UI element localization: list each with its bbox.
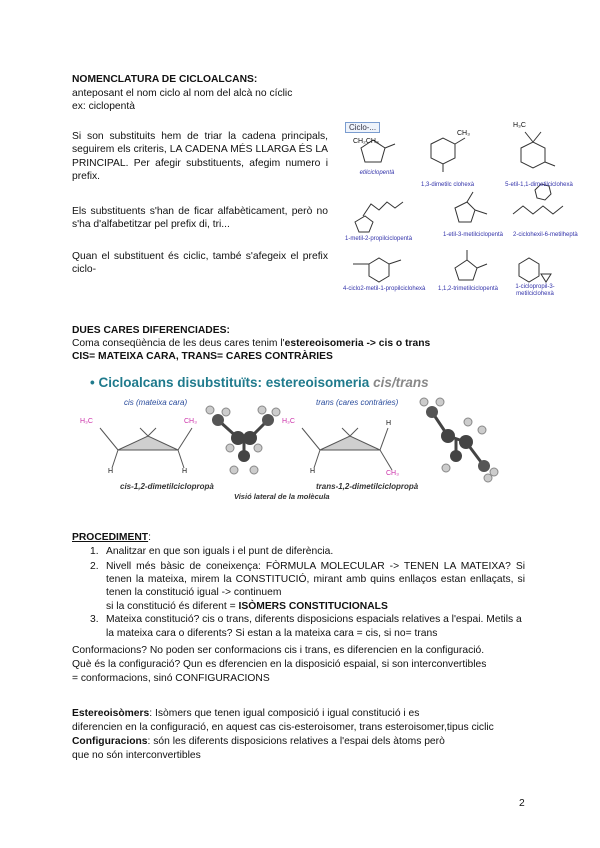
side-view-caption: Visió lateral de la molècula (234, 492, 330, 501)
trans-ch3: CH₃ (386, 470, 399, 477)
cis-h3c: H₃C (80, 418, 93, 425)
cis-trans-definition: CIS= MATEIXA CARA, TRANS= CARES CONTRÀRIES (72, 351, 333, 362)
configurations-definition-2: que no són interconvertibles (72, 750, 201, 761)
intro-line-2: ex: ciclopentà (72, 101, 135, 112)
stereoisomerism-line (72, 338, 430, 351)
procedure-item-2-text: Nivell més bàsic de coneixença: FÒRMULA MOLECULAR -> TENEN LA MATEIXA? Si tenen la mateixa, mirem la CONSTITUCIÓ, mirant amb quins enllaços estan enllaçats, si tenen la constitució igual -> continuem (106, 560, 525, 599)
naming-examples-figure (343, 118, 578, 298)
caption-trimethylcyclopentane: 1,1,2-trimetilciclopentà (437, 286, 499, 292)
constitutional-isomers: ISÒMERS CONSTITUCIONALS (238, 600, 388, 612)
trans-label: trans (cares contràries) (316, 398, 399, 407)
cis-ch3: CH₃ (184, 418, 197, 425)
cyclic-substituent-paragraph: Quan el substituent és ciclic, també s'afegeix el prefix ciclo- (72, 251, 328, 276)
configurations-conclusion: = conformacions, sinó CONFIGURACIONS (72, 673, 270, 684)
figure-title-text: • Cicloalcans disubstituïts: estereoisomeria (90, 375, 374, 390)
ciclo-badge: Ciclo-... (345, 122, 380, 133)
trans-h3c: H₃C (282, 418, 295, 425)
procedure-item-2-extra (106, 600, 525, 613)
procedure-item-3-num: 3. (90, 614, 99, 626)
trans-compound-name: trans-1,2-dimetilciclopropà (316, 482, 419, 491)
procedure-item-1-text: Analitzar en que son iguals i el punt de diferència. (106, 546, 334, 557)
two-faces-heading: DUES CARES DIFERENCIADES: (72, 325, 230, 336)
figure-title-emphasis: cis/trans (373, 375, 429, 390)
caption-ethyldimethylcyclohexane: 5-etil-1,1-dimetilciclohexà (505, 182, 573, 188)
configuration-question: Què és la configuració? Qun es dferencien en la disposició espaial, si son interconvertibles (72, 659, 487, 670)
label-ch3: CH₃ (457, 130, 470, 137)
configurations-definition-1 (72, 736, 445, 749)
intro-line-1: anteposant el nom ciclo al nom del alcà no cíclic (72, 88, 293, 99)
cis-compound-name: cis-1,2-dimetilciclopropà (120, 482, 214, 491)
procedure-item-1-num: 1. (90, 546, 99, 557)
procedure-heading (72, 532, 151, 545)
label-ch2ch3: CH₂CH₃ (353, 138, 379, 145)
cis-h-left: H (108, 468, 114, 475)
procedure-item-3 (84, 613, 525, 640)
page-number: 2 (519, 798, 525, 809)
cis-trans-figure (70, 372, 540, 502)
procedure-item-2 (84, 560, 525, 614)
procedure-colon: : (148, 532, 151, 543)
naming-structures (343, 118, 578, 298)
stereoisomerism-text: Coma conseqüència de les deus cares tenim l' (72, 338, 285, 349)
configurations-term: Configuracions (72, 736, 148, 747)
caption-cyclohexylmethylheptane: 2-ciclohexil-6-metilheptà (513, 232, 578, 238)
conformations-line: Conformacions? No poden ser conformacions cis i trans, es diferencien en la configuració. (72, 645, 485, 656)
procedure-item-3-text: Mateixa constitució? cis o trans, diferents disposicions espacials relatives a l'espai. Metils a la mateixa cara o diferents? Si estan a la mateixa cara = cis, si no= trans (106, 614, 522, 639)
nomenclature-heading: NOMENCLATURA DE CICLOALCANS: (72, 74, 258, 85)
caption-ethylcyclopentane: etilciclopentà (359, 170, 395, 176)
caption-cyclopropylcyclohexane: 4-ciclo2-metil-1-propilciclohexà (343, 286, 426, 292)
caption-dimethylcyclohexane: 1,3-dimetilc clohexà (421, 182, 475, 188)
alphabetical-paragraph: Els substituents s'han de ficar alfabèticament, però no s'ha d'alfabetitzar pel prefix di, tri... (72, 206, 328, 231)
caption-ethylmethylcyclopentane: 1-etil-3-metilciclopentà (443, 232, 504, 238)
caption-methylpropylcyclopentane: 1-metil-2-propilciclopentà (345, 236, 413, 242)
procedure-item-2-num: 2. (90, 560, 99, 572)
trans-h-left: H (310, 468, 316, 475)
cis-label: cis (mateixa cara) (124, 398, 188, 407)
label-h3c: H₃C (513, 122, 526, 129)
configurations-def: : són les diferents disposicions relatives a l'espai dels àtoms però (147, 736, 445, 747)
substituents-paragraph: Si son substituits hem de triar la cadena principals, seguirem els criteris, LA CADENA MÉS LLARGA ÉS LA PRINCIPAL. Per afegir substituents, afegim numero i prefix. (72, 131, 328, 183)
stereoisomerism-bold: estereoisomeria -> cis o trans (284, 338, 431, 349)
procedure-item-1 (84, 546, 525, 559)
cis-h-right: H (182, 468, 188, 475)
stereoisomers-definition-2: diferencien en la configuració, en aquest cas cis-esteroisomer, trans esteroisomer,tipus ciclic (72, 722, 494, 733)
trans-h-right: H (386, 420, 392, 427)
procedure-item-2-extra-text: si la constitució és diferent = (106, 600, 239, 612)
caption-cyclopropylmethylcyclohexane: 1-ciclopropil-3-metilciclohexà (515, 284, 555, 297)
stereoisomers-def: : Isòmers que tenen igual composició i igual constitució i es (149, 708, 420, 719)
stereoisomers-term: Estereoisòmers (72, 708, 150, 719)
stereoisomers-definition-1 (72, 708, 419, 721)
procedure-list (84, 546, 525, 640)
procedure-title: PROCEDIMENT (72, 532, 149, 543)
